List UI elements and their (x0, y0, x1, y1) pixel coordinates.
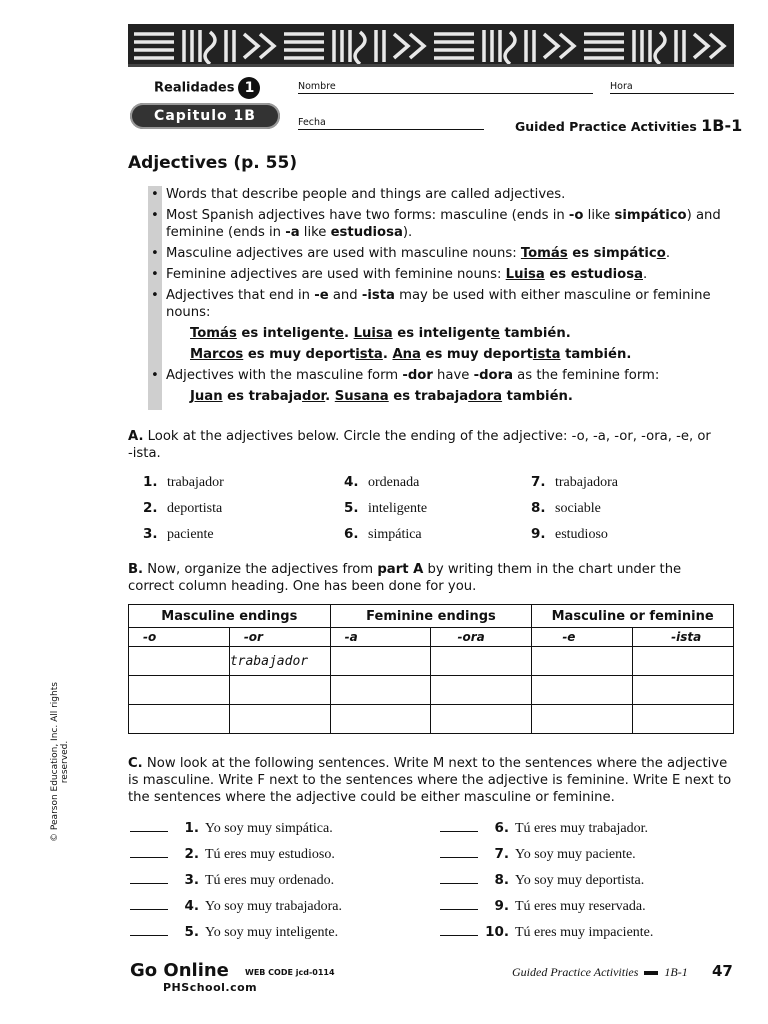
answer-blank[interactable] (130, 935, 168, 936)
chart-cell[interactable] (229, 676, 330, 705)
chart-header: Masculine endings (129, 605, 331, 628)
page-number: 47 (712, 962, 733, 980)
chart-cell[interactable] (330, 705, 431, 734)
part-a-label: A. (128, 429, 144, 444)
word-item[interactable]: 6. simpática (344, 526, 422, 542)
footer-activity: Guided Practice Activities 1B-1 (512, 965, 688, 979)
word-item[interactable]: 4. ordenada (344, 474, 420, 490)
word-item[interactable]: 9. estudioso (531, 526, 608, 542)
hour-field[interactable] (610, 93, 734, 94)
chart-cell[interactable] (633, 676, 734, 705)
note-item: • Adjectives with the masculine form -dor have -dora as the feminine form: (150, 367, 740, 384)
sentence-item: 8. Yo soy muy deportista. (440, 872, 644, 889)
web-code: WEB CODE jcd-0114 (245, 968, 335, 977)
header-rule (128, 64, 734, 67)
chart-cell[interactable] (431, 647, 532, 676)
part-a-instruction (128, 428, 718, 462)
sentence-item: 9. Tú eres muy reservada. (440, 898, 646, 915)
note-item: • Most Spanish adjectives have two forms: masculine (ends in -o like simpático) and feminine (ends in -a like estudiosa). (150, 207, 740, 241)
footer-dash-icon (644, 971, 658, 975)
chart-cell[interactable] (129, 705, 230, 734)
copyright-notice: © Pearson Education, Inc. All rights reserved. (50, 682, 70, 842)
note-item: • Feminine adjectives are used with feminine nouns: Luisa es estudiosa. (150, 266, 740, 283)
sentence-item: 2. Tú eres muy estudioso. (130, 846, 335, 863)
chart-cell[interactable] (129, 676, 230, 705)
name-field[interactable] (298, 93, 593, 94)
sentence-item: 4. Yo soy muy trabajadora. (130, 898, 342, 915)
answer-blank[interactable] (130, 883, 168, 884)
part-a-text: Look at the adjectives below. Circle the ending of the adjective: -o, -a, -or, -ora, -e, or -ista. (128, 429, 711, 461)
chart-subheader: -e (532, 628, 633, 647)
sentence-item: 10. Tú eres muy impaciente. (440, 924, 653, 941)
sentence-item: 6. Tú eres muy trabajador. (440, 820, 648, 837)
date-label: Fecha (298, 117, 326, 128)
answer-blank[interactable] (440, 883, 478, 884)
answer-blank[interactable] (440, 857, 478, 858)
chart-cell-example[interactable]: trabajador (229, 647, 330, 676)
series-name: Realidades (154, 80, 235, 96)
sentence-item: 3. Tú eres muy ordenado. (130, 872, 334, 889)
name-label: Nombre (298, 81, 336, 92)
activity-prefix: Guided Practice Activities (515, 119, 697, 134)
word-item[interactable]: 8. sociable (531, 500, 601, 516)
answer-blank[interactable] (130, 909, 168, 910)
decorative-banner (128, 24, 734, 66)
sentence-item: 5. Yo soy muy inteligente. (130, 924, 338, 941)
chart-subheader: -o (129, 628, 230, 647)
note-item: • Words that describe people and things are called adjectives. (150, 186, 740, 203)
activity-title (515, 116, 742, 135)
chart-subheader: -a (330, 628, 431, 647)
chart-subheader: -ora (431, 628, 532, 647)
series-label (154, 77, 260, 99)
site-link[interactable]: PHSchool.com (163, 981, 258, 994)
chart-cell[interactable] (431, 705, 532, 734)
chart-cell[interactable] (431, 676, 532, 705)
note-item: • Masculine adjectives are used with masculine nouns: Tomás es simpático. (150, 245, 740, 262)
chart-header: Feminine endings (330, 605, 532, 628)
part-c-text: Now look at the following sentences. Write M next to the sentences where the adjective is masculine. Write F next to the sentences where the adjective is feminine. Write E next to the sentences where the adjective could be either masculine or feminine. (128, 756, 732, 805)
chart-cell[interactable] (532, 647, 633, 676)
grammar-notes (150, 186, 740, 409)
chart-subheader: -or (229, 628, 330, 647)
chart-header: Masculine or feminine (532, 605, 734, 628)
answer-blank[interactable] (440, 909, 478, 910)
answer-blank[interactable] (440, 831, 478, 832)
adjective-chart (128, 604, 734, 734)
chapter-badge: Capitulo 1B (130, 103, 280, 129)
note-example: Marcos es muy deportista. Ana es muy deportista también. (190, 347, 632, 362)
chart-cell[interactable] (330, 647, 431, 676)
date-field[interactable] (298, 129, 484, 130)
hour-label: Hora (610, 81, 633, 92)
answer-blank[interactable] (130, 857, 168, 858)
part-c-label: C. (128, 756, 143, 771)
part-c-instruction (128, 755, 732, 806)
word-item[interactable]: 2. deportista (143, 500, 223, 516)
word-item[interactable]: 3. paciente (143, 526, 214, 542)
word-item[interactable]: 7. trabajadora (531, 474, 618, 490)
note-example: Juan es trabajador. Susana es trabajadora también. (190, 389, 573, 404)
chart-subheader: -ista (633, 628, 734, 647)
sentence-item: 7. Yo soy muy paciente. (440, 846, 636, 863)
sentence-item: 1. Yo soy muy simpática. (130, 820, 333, 837)
word-item[interactable]: 5. inteligente (344, 500, 428, 516)
answer-blank[interactable] (440, 935, 478, 936)
chart-cell[interactable] (330, 676, 431, 705)
chart-cell[interactable] (633, 647, 734, 676)
part-b-label: B. (128, 562, 144, 577)
part-b-instruction: B. Now, organize the adjectives from part A by writing them in the chart under the correct column heading. One has been done for you. (128, 562, 682, 594)
chart-cell[interactable] (532, 676, 633, 705)
note-example: Tomás es inteligente. Luisa es inteligente también. (190, 326, 571, 341)
note-item: • Adjectives that end in -e and -ista may be used with either masculine or feminine nouns: (150, 287, 740, 321)
answer-blank[interactable] (130, 831, 168, 832)
chart-cell[interactable] (229, 705, 330, 734)
word-item[interactable]: 1. trabajador (143, 474, 224, 490)
chart-cell[interactable] (633, 705, 734, 734)
chart-cell[interactable] (532, 705, 633, 734)
section-title: Adjectives (p. 55) (128, 153, 298, 173)
chart-cell[interactable] (129, 647, 230, 676)
activity-code: 1B-1 (701, 116, 743, 135)
go-online-logo: Go Online (130, 960, 229, 981)
level-badge: 1 (238, 77, 260, 99)
